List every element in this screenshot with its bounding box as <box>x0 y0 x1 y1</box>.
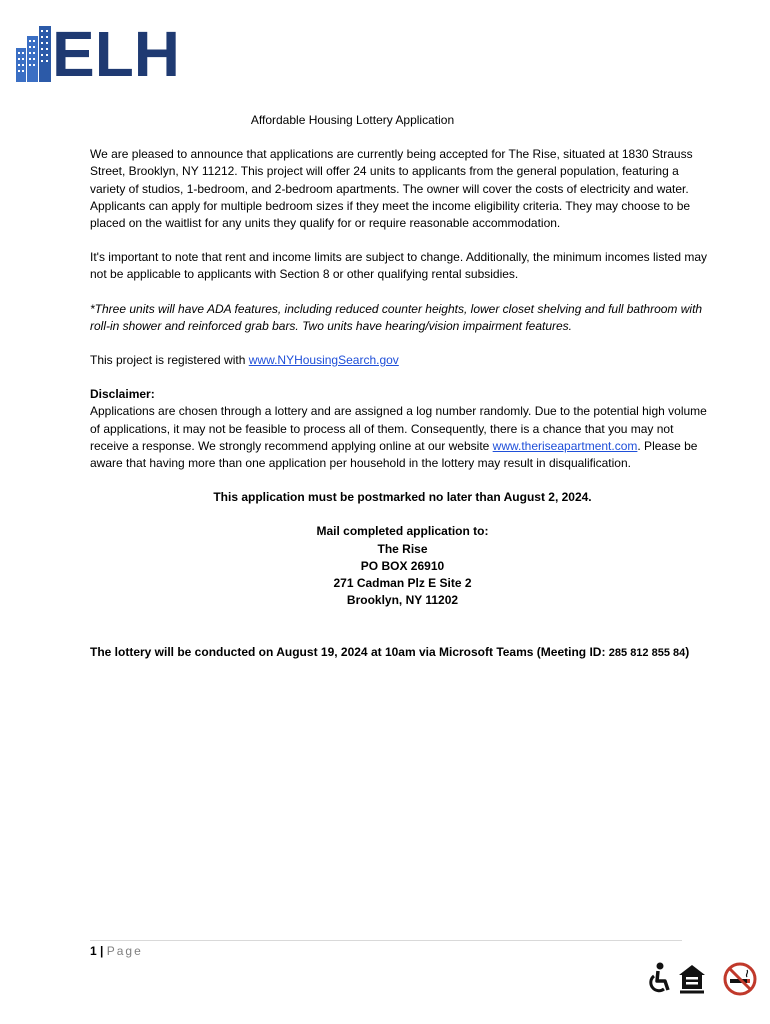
document-body <box>90 112 715 663</box>
registration-paragraph <box>90 352 715 369</box>
page-footer <box>90 944 143 958</box>
page-title: Affordable Housing Lottery Application <box>250 113 455 127</box>
therise-website-link[interactable]: www.theriseapartment.com <box>492 438 638 453</box>
compliance-icons <box>645 962 760 1002</box>
ada-paragraph: *Three units will have ADA features, including reduced counter heights, lower closet shelving and full bathroom with roll-in shower and reinforced grab bars. Two units have hearing/vision impairment features. <box>90 301 703 333</box>
postmark-deadline: This application must be postmarked no later than August 2, 2024. <box>213 490 592 505</box>
lottery-info <box>90 644 715 662</box>
footer-divider <box>90 940 682 941</box>
page-label: Page <box>106 944 143 958</box>
accessibility-icon <box>645 962 671 994</box>
elh-logo <box>16 18 182 86</box>
disclaimer-suffix: . Please be aware that having more than one application per household in the lottery may result in disqualification. <box>90 438 698 471</box>
mail-pobox: PO BOX 26910 <box>360 558 445 573</box>
mailing-address <box>90 523 715 609</box>
meeting-id: 285 812 855 84 <box>608 647 686 660</box>
nyhousingsearch-link[interactable]: www.NYHousingSearch.gov <box>248 353 399 368</box>
mail-heading: Mail completed application to: <box>316 524 489 539</box>
lottery-text: The lottery will be conducted on August 19, 2024 at 10am via Microsoft Teams (Meeting ID: <box>90 645 609 660</box>
intro-paragraph: We are pleased to announce that applications are currently being accepted for The Rise, situated at 1830 Strauss Street, Brooklyn, NY 11212. This project will offer 24 units to applicants from the general population, featuring a variety of studios, 1-bedroom, and 2-bedroom apartments. The owner will cover the costs of electricity and water. Applicants can apply for multiple bedroom sizes if they meet the income eligibility criteria. They may choose to be placed on the waitlist for any units they qualify for or require reasonable accommodation. <box>90 147 693 231</box>
page-number: 1 <box>90 944 97 958</box>
disclaimer-paragraph <box>90 403 715 472</box>
note-paragraph: It's important to note that rent and income limits are subject to change. Additionally, the minimum incomes listed may not be applicable to applicants with Section 8 or other qualifying rental subsidies. <box>90 250 708 282</box>
mail-city: Brooklyn, NY 11202 <box>346 593 459 608</box>
no-smoking-icon <box>723 962 757 996</box>
mail-street: 271 Cadman Plz E Site 2 <box>333 576 472 591</box>
footer-separator: | <box>96 944 107 958</box>
equal-housing-icon <box>678 964 706 994</box>
mail-name: The Rise <box>377 541 428 556</box>
registration-text: This project is registered with <box>90 353 249 368</box>
building-icon <box>16 26 51 82</box>
logo-text: ELH <box>52 18 180 86</box>
disclaimer-text: Applications are chosen through a lottery and are assigned a log number randomly. Due to the potential high volume of applications, it may not be feasible to process all of them. Consequently, there is a chance that you may not receive a response. We strongly recommend applying online at our website <box>90 404 707 453</box>
lottery-close: ) <box>685 645 690 660</box>
disclaimer-heading: Disclaimer: <box>90 387 155 402</box>
